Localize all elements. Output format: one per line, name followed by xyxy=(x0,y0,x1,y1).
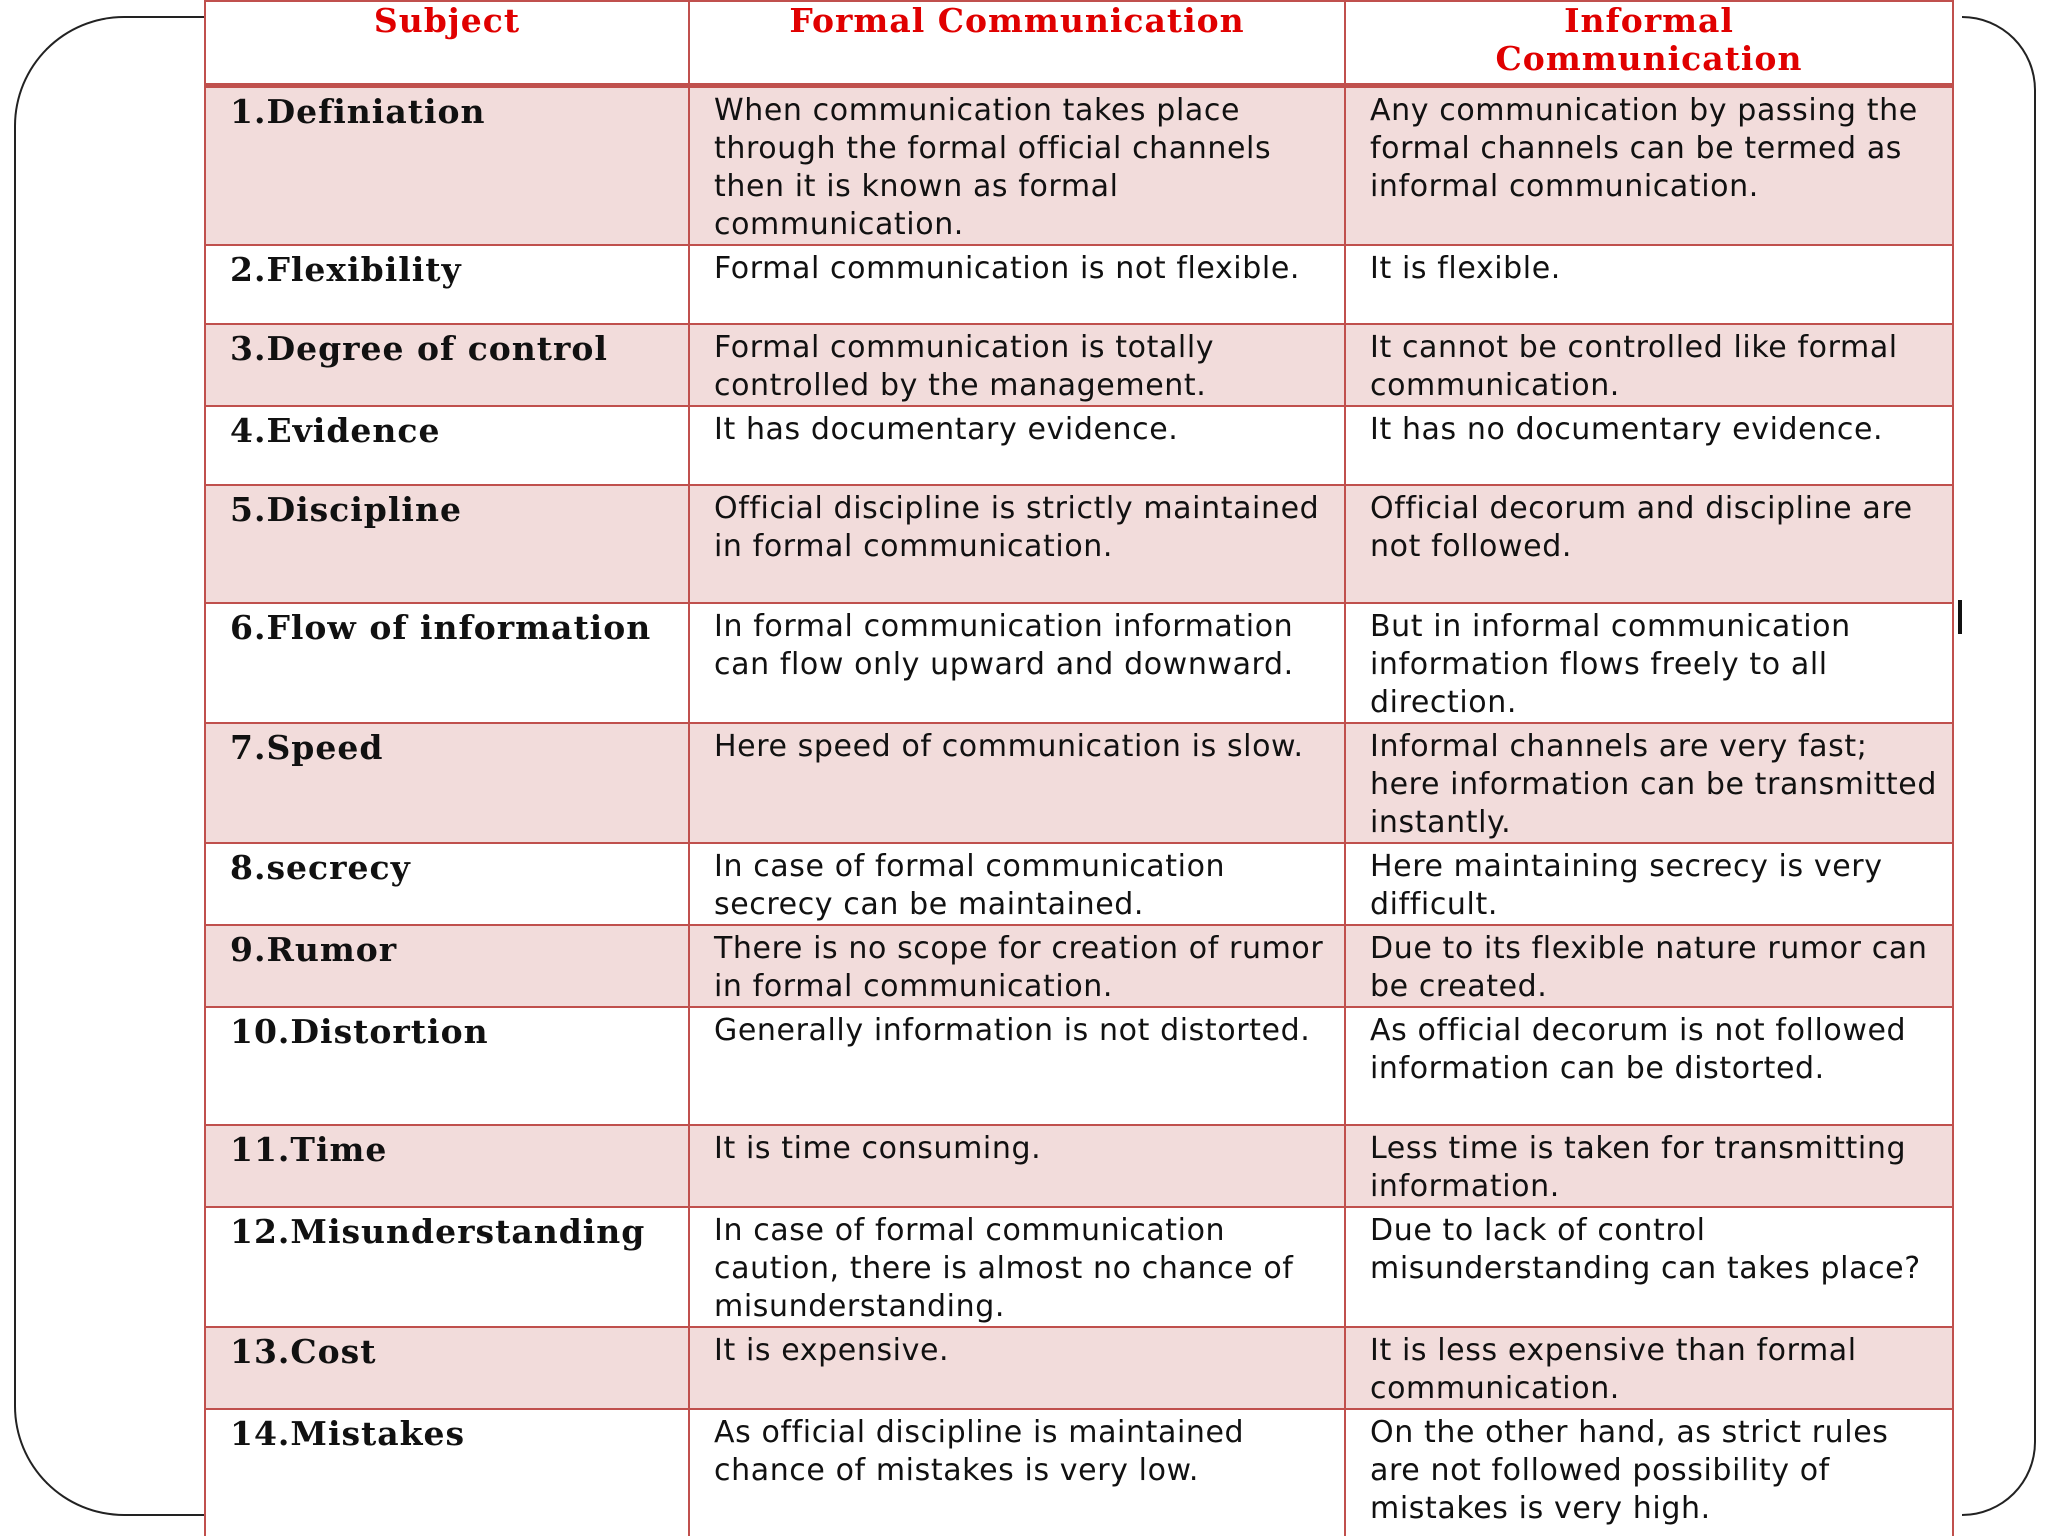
subject-cell: 2.Flexibility xyxy=(205,245,689,324)
table-row xyxy=(205,1125,1953,1207)
table-row xyxy=(205,245,1953,324)
subject-cell: 5.Discipline xyxy=(205,485,689,603)
informal-cell: It cannot be controlled like formal communication. xyxy=(1345,324,1953,406)
header-informal: Informal Communication xyxy=(1345,1,1953,85)
subject-cell: 13.Cost xyxy=(205,1327,689,1409)
table-row xyxy=(205,85,1953,245)
formal-cell: In case of formal communication caution, there is almost no chance of misunderstanding. xyxy=(689,1207,1345,1327)
table-row xyxy=(205,723,1953,843)
comparison-table xyxy=(204,0,1954,1536)
slide-frame-right xyxy=(1962,16,2036,1516)
table-row xyxy=(205,1007,1953,1125)
slide-frame-left xyxy=(14,16,204,1516)
table-row xyxy=(205,485,1953,603)
informal-cell: Due to lack of control misunderstanding can takes place? xyxy=(1345,1207,1953,1327)
subject-cell: 4.Evidence xyxy=(205,406,689,485)
subject-cell: 11.Time xyxy=(205,1125,689,1207)
table-row xyxy=(205,843,1953,925)
formal-cell: Formal communication is not flexible. xyxy=(689,245,1345,324)
subject-cell: 14.Mistakes xyxy=(205,1409,689,1536)
formal-cell: It has documentary evidence. xyxy=(689,406,1345,485)
informal-cell: Less time is taken for transmitting information. xyxy=(1345,1125,1953,1207)
table-row xyxy=(205,406,1953,485)
header-formal: Formal Communication xyxy=(689,1,1345,85)
formal-cell: As official discipline is maintained chance of mistakes is very low. xyxy=(689,1409,1345,1536)
text-cursor xyxy=(1958,600,1962,634)
formal-cell: Here speed of communication is slow. xyxy=(689,723,1345,843)
informal-cell: Official decorum and discipline are not followed. xyxy=(1345,485,1953,603)
header-subject: Subject xyxy=(205,1,689,85)
subject-cell: 1.Definiation xyxy=(205,85,689,245)
formal-cell: It is time consuming. xyxy=(689,1125,1345,1207)
table-row xyxy=(205,1207,1953,1327)
formal-cell: Generally information is not distorted. xyxy=(689,1007,1345,1125)
subject-cell: 8.secrecy xyxy=(205,843,689,925)
subject-cell: 9.Rumor xyxy=(205,925,689,1007)
formal-cell: Formal communication is totally controlled by the management. xyxy=(689,324,1345,406)
informal-cell: Here maintaining secrecy is very difficult. xyxy=(1345,843,1953,925)
subject-cell: 12.Misunderstanding xyxy=(205,1207,689,1327)
informal-cell: It is less expensive than formal communication. xyxy=(1345,1327,1953,1409)
informal-cell: It is flexible. xyxy=(1345,245,1953,324)
informal-cell: Any communication by passing the formal channels can be termed as informal communication. xyxy=(1345,85,1953,245)
informal-cell: Due to its flexible nature rumor can be created. xyxy=(1345,925,1953,1007)
informal-cell: It has no documentary evidence. xyxy=(1345,406,1953,485)
formal-cell: It is expensive. xyxy=(689,1327,1345,1409)
informal-cell: As official decorum is not followed information can be distorted. xyxy=(1345,1007,1953,1125)
informal-cell: But in informal communication information flows freely to all direction. xyxy=(1345,603,1953,723)
table-row xyxy=(205,925,1953,1007)
table-row xyxy=(205,603,1953,723)
subject-cell: 10.Distortion xyxy=(205,1007,689,1125)
informal-cell: On the other hand, as strict rules are not followed possibility of mistakes is very high. xyxy=(1345,1409,1953,1536)
subject-cell: 3.Degree of control xyxy=(205,324,689,406)
formal-cell: In formal communication information can flow only upward and downward. xyxy=(689,603,1345,723)
table-row xyxy=(205,324,1953,406)
header-row xyxy=(205,1,1953,85)
formal-cell: There is no scope for creation of rumor in formal communication. xyxy=(689,925,1345,1007)
informal-cell: Informal channels are very fast; here information can be transmitted instantly. xyxy=(1345,723,1953,843)
subject-cell: 7.Speed xyxy=(205,723,689,843)
formal-cell: When communication takes place through the formal official channels then it is known as formal communication. xyxy=(689,85,1345,245)
subject-cell: 6.Flow of information xyxy=(205,603,689,723)
table-row xyxy=(205,1327,1953,1409)
formal-cell: Official discipline is strictly maintained in formal communication. xyxy=(689,485,1345,603)
formal-cell: In case of formal communication secrecy can be maintained. xyxy=(689,843,1345,925)
table-row xyxy=(205,1409,1953,1536)
